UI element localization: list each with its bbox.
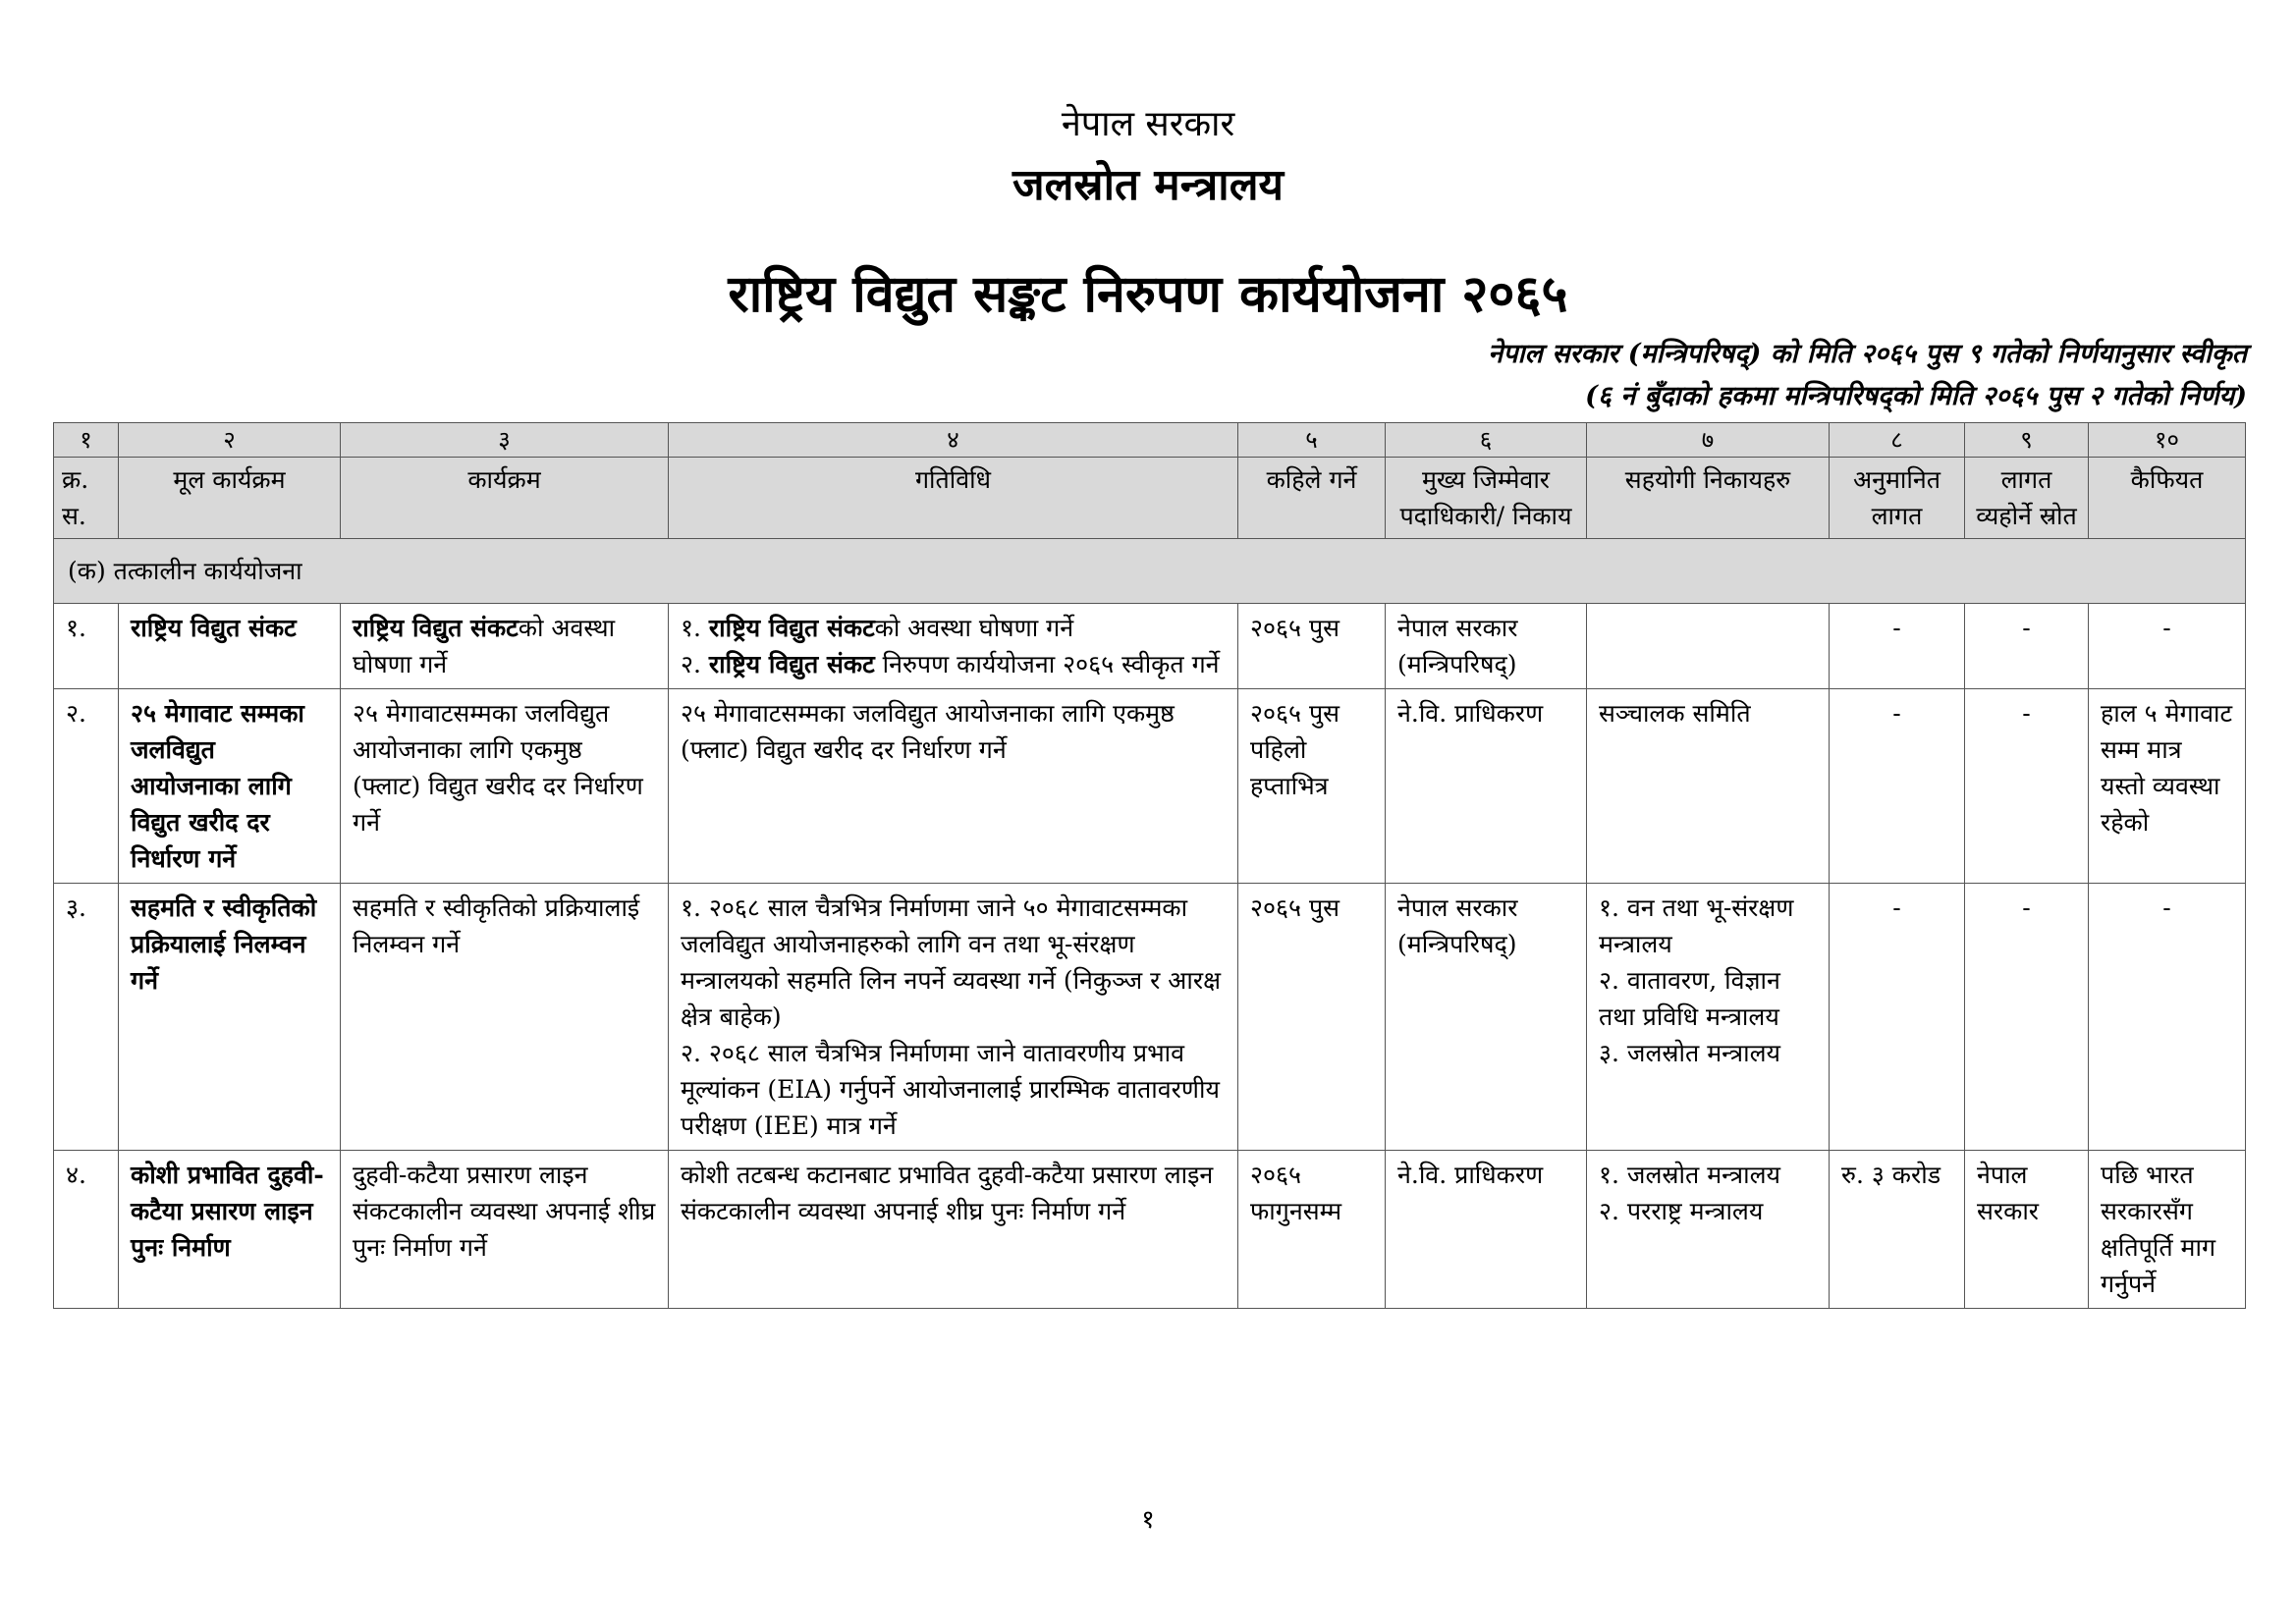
cell-responsible: नेपाल सरकार (मन्त्रिपरिषद्) [1386, 884, 1587, 1151]
program-bold-text: राष्ट्रिय विद्युत संकट [353, 614, 519, 642]
column-number: ८ [1830, 423, 1965, 458]
table-row [54, 884, 2246, 1151]
cell-cost: रु. ३ करोड [1830, 1151, 1965, 1309]
cell-source: - [1965, 884, 2089, 1151]
approval-note: नेपाल सरकार (मन्त्रिपरिषद्) को मिति २०६५ पुस ९ गतेको निर्णयानुसार स्वीकृत [1488, 339, 2247, 369]
cell-when: २०६५ पुस [1238, 884, 1386, 1151]
cell-main-program: राष्ट्रिय विद्युत संकट [119, 604, 341, 689]
cell-when: २०६५ फागुनसम्म [1238, 1151, 1386, 1309]
cell-support: सञ्चालक समिति [1587, 689, 1830, 884]
program-text: को अवस्था घोषणा गर्ने [353, 614, 616, 678]
support-item: २. वातावरण, विज्ञान तथा प्रविधि मन्त्रालय [1599, 966, 1780, 1031]
cell-support [1587, 1151, 1830, 1309]
cell-remark: पछि भारत सरकारसँग क्षतिपूर्ति माग गर्नुपर्ने [2089, 1151, 2246, 1309]
cell-source: - [1965, 604, 2089, 689]
cell-program: दुहवी-कटैया प्रसारण लाइन संकटकालीन व्यवस्था अपनाई शीघ्र पुनः निर्माण गर्ने [341, 1151, 669, 1309]
cell-sn: ४. [54, 1151, 119, 1309]
column-header-responsible: मुख्य जिम्मेवार पदाधिकारी/ निकाय [1386, 458, 1587, 539]
activity-item: १. २०६८ साल चैत्रभित्र निर्माणमा जाने ५० मेगावाटसम्मका जलविद्युत आयोजनाहरुको लागि वन तथा भू-संरक्षण मन्त्रालयको सहमति लिन नपर्ने व्यवस्था गर्ने (निकुञ्ज र आरक्ष क्षेत्र बाहेक) [681, 893, 1222, 1031]
support-item: १. वन तथा भू-संरक्षण मन्त्रालय [1599, 893, 1794, 958]
column-header-when: कहिले गर्ने [1238, 458, 1386, 539]
column-number: २ [119, 423, 341, 458]
approval-note-secondary: (६ नं बुँदाको हकमा मन्त्रिपरिषद्को मिति २०६५ पुस २ गतेको निर्णय) [1585, 381, 2247, 411]
action-plan-table [53, 422, 2246, 1309]
column-number-row [54, 423, 2246, 458]
support-item: १. जलस्रोत मन्त्रालय [1599, 1161, 1781, 1189]
section-row [54, 539, 2246, 604]
cell-remark: - [2089, 884, 2246, 1151]
table-row [54, 604, 2246, 689]
cell-activity [669, 884, 1238, 1151]
cell-responsible: नेपाल सरकार (मन्त्रिपरिषद्) [1386, 604, 1587, 689]
cell-when: २०६५ पुस पहिलो हप्ताभित्र [1238, 689, 1386, 884]
cell-main-program: सहमति र स्वीकृतिको प्रक्रियालाई निलम्वन गर्ने [119, 884, 341, 1151]
column-header-activity: गतिविधि [669, 458, 1238, 539]
cell-sn: २. [54, 689, 119, 884]
column-number: ७ [1587, 423, 1830, 458]
column-number: ९ [1965, 423, 2089, 458]
document-title: राष्ट्रिय विद्युत सङ्कट निरुपण कार्ययोजना २०६५ [728, 264, 1568, 324]
column-number: ३ [341, 423, 669, 458]
activity-bold-text: राष्ट्रिय विद्युत संकट [708, 650, 875, 678]
activity-item [681, 610, 1226, 646]
cell-remark: हाल ५ मेगावाट सम्म मात्र यस्तो व्यवस्था रहेको [2089, 689, 2246, 884]
cell-activity: २५ मेगावाटसम्मका जलविद्युत आयोजनाका लागि एकमुष्ठ (फ्लाट) विद्युत खरीद दर निर्धारण गर्ने [669, 689, 1238, 884]
column-header-program: कार्यक्रम [341, 458, 669, 539]
column-header-cost: अनुमानित लागत [1830, 458, 1965, 539]
activity-num: २. [681, 650, 701, 678]
column-number: १ [54, 423, 119, 458]
cell-main-program: २५ मेगावाट सम्मका जलविद्युत आयोजनाका लागि विद्युत खरीद दर निर्धारण गर्ने [119, 689, 341, 884]
table-row [54, 689, 2246, 884]
cell-source: - [1965, 689, 2089, 884]
cell-activity: कोशी तटबन्ध कटानबाट प्रभावित दुहवी-कटैया प्रसारण लाइन संकटकालीन व्यवस्था अपनाई शीघ्र पुनः निर्माण गर्ने [669, 1151, 1238, 1309]
cell-responsible: ने.वि. प्राधिकरण [1386, 1151, 1587, 1309]
activity-bold-text: राष्ट्रिय विद्युत संकट [708, 614, 875, 642]
cell-when: २०६५ पुस [1238, 604, 1386, 689]
cell-program [341, 604, 669, 689]
cell-responsible: ने.वि. प्राधिकरण [1386, 689, 1587, 884]
cell-main-program: कोशी प्रभावित दुहवी-कटैया प्रसारण लाइन पुनः निर्माण [119, 1151, 341, 1309]
column-number: ४ [669, 423, 1238, 458]
activity-num: १. [681, 614, 701, 642]
cell-cost: - [1830, 884, 1965, 1151]
page-number: १ [1141, 1505, 1155, 1535]
column-header-row [54, 458, 2246, 539]
cell-activity [669, 604, 1238, 689]
column-header-remark: कैफियत [2089, 458, 2246, 539]
column-number: ५ [1238, 423, 1386, 458]
cell-program: सहमति र स्वीकृतिको प्रक्रियालाई निलम्वन गर्ने [341, 884, 669, 1151]
cell-cost: - [1830, 689, 1965, 884]
column-header-source: लागत व्यहोर्ने स्रोत [1965, 458, 2089, 539]
government-name: नेपाल सरकार [1061, 104, 1235, 144]
cell-source: नेपाल सरकार [1965, 1151, 2089, 1309]
column-header-main-program: मूल कार्यक्रम [119, 458, 341, 539]
cell-support [1587, 884, 1830, 1151]
cell-remark: - [2089, 604, 2246, 689]
column-number: ६ [1386, 423, 1587, 458]
support-item: २. परराष्ट्र मन्त्रालय [1599, 1197, 1764, 1225]
cell-sn: ३. [54, 884, 119, 1151]
activity-item [681, 646, 1226, 682]
section-label: (क) तत्कालीन कार्ययोजना [54, 539, 2246, 604]
cell-program: २५ मेगावाटसम्मका जलविद्युत आयोजनाका लागि एकमुष्ठ (फ्लाट) विद्युत खरीद दर निर्धारण गर्ने [341, 689, 669, 884]
support-item: ३. जलस्रोत मन्त्रालय [1599, 1039, 1781, 1067]
activity-text: निरुपण कार्ययोजना २०६५ स्वीकृत गर्ने [874, 650, 1220, 678]
column-number: १० [2089, 423, 2246, 458]
activity-text: को अवस्था घोषणा गर्ने [874, 614, 1074, 642]
cell-sn: १. [54, 604, 119, 689]
cell-cost: - [1830, 604, 1965, 689]
cell-support [1587, 604, 1830, 689]
table-row [54, 1151, 2246, 1309]
column-header-support: सहयोगी निकायहरु [1587, 458, 1830, 539]
column-header-sn: क्र. स. [54, 458, 119, 539]
activity-item: २. २०६८ साल चैत्रभित्र निर्माणमा जाने वातावरणीय प्रभाव मूल्यांकन (EIA) गर्नुपर्ने आयोजनालाई प्रारम्भिक वातावरणीय परीक्षण (IEE) मात्र गर्ने [681, 1039, 1220, 1140]
ministry-name: जलस्रोत मन्त्रालय [1011, 160, 1285, 210]
